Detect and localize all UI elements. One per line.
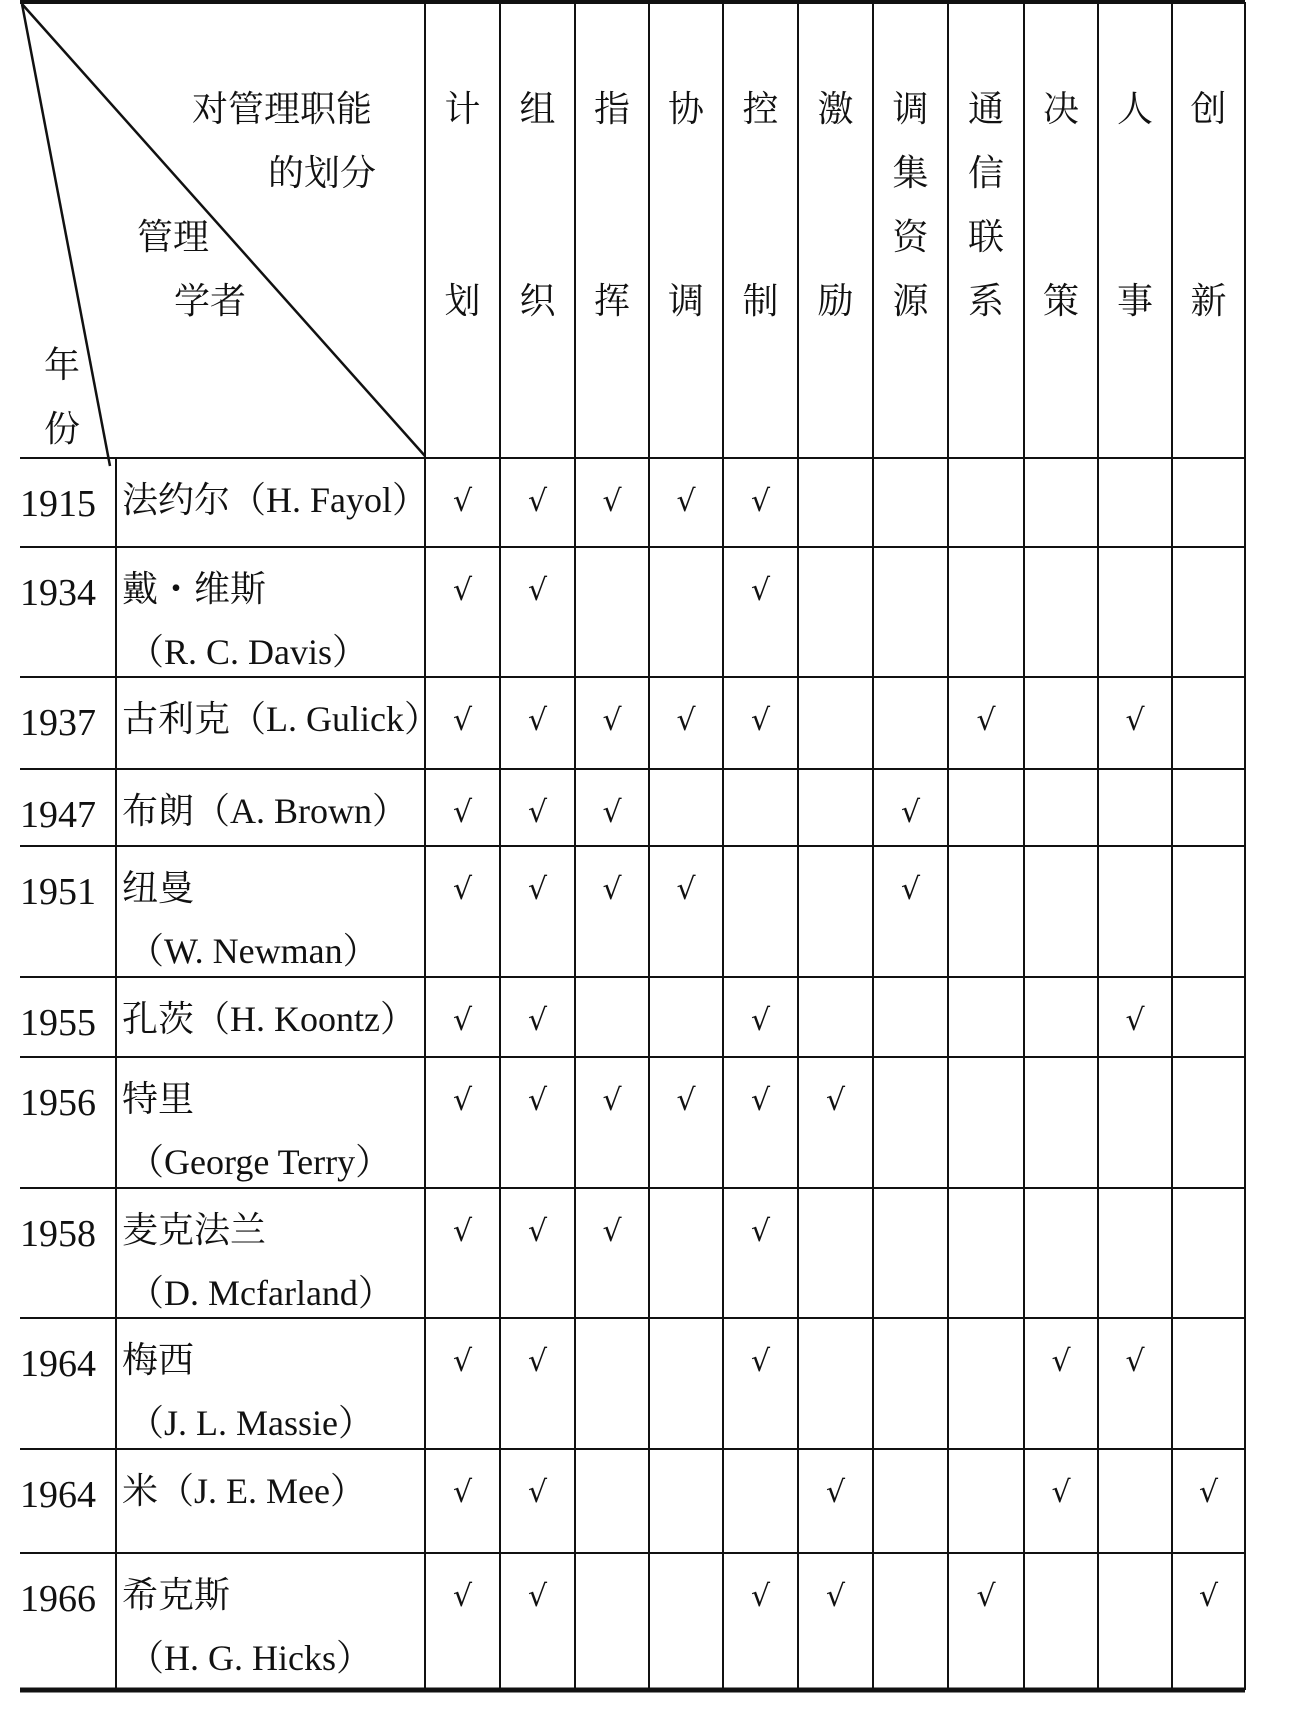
scholar-name: 戴・维斯	[122, 569, 267, 609]
check-mark: √	[527, 1475, 548, 1510]
function-header-char: 制	[742, 281, 779, 322]
check-mark: √	[1125, 1003, 1145, 1038]
function-header-char: 调	[892, 89, 929, 130]
check-mark: √	[1198, 1475, 1219, 1510]
check-mark: √	[676, 872, 696, 907]
corner-header-scholar-line2: 学者	[174, 281, 247, 322]
function-header-char: 事	[1116, 281, 1153, 322]
scholar-name: 孔茨（H. Koontz）	[122, 999, 416, 1039]
year-cell: 1934	[20, 572, 96, 614]
scholar-name: （H. G. Hicks）	[128, 1638, 372, 1678]
check-mark: √	[602, 484, 622, 519]
check-mark: √	[452, 484, 473, 519]
check-mark: √	[750, 573, 771, 608]
check-mark: √	[527, 1344, 548, 1379]
year-cell: 1964	[20, 1474, 96, 1516]
year-cell: 1947	[20, 794, 96, 836]
corner-header-functions-line1: 对管理职能	[192, 89, 373, 130]
corner-header-year-line1: 年	[44, 345, 81, 386]
scholar-name: 米（J. E. Mee）	[122, 1471, 366, 1511]
scholar-name: 梅西	[122, 1340, 195, 1380]
function-header-char: 信	[967, 153, 1004, 194]
scholar-name: 纽曼	[122, 868, 195, 908]
check-mark: √	[527, 573, 548, 608]
check-mark: √	[527, 484, 548, 519]
check-mark: √	[825, 1083, 846, 1118]
check-mark: √	[602, 1083, 622, 1118]
check-mark: √	[750, 484, 771, 519]
function-header-char: 资	[892, 217, 929, 258]
scholar-name: 麦克法兰	[122, 1210, 267, 1250]
check-mark: √	[527, 1579, 548, 1614]
corner-diagonal-year	[22, 4, 110, 466]
check-mark: √	[452, 1083, 473, 1118]
check-mark: √	[825, 1475, 846, 1510]
check-mark: √	[527, 1214, 548, 1249]
function-header-char: 新	[1190, 281, 1227, 322]
scholar-name: 特里	[122, 1079, 195, 1119]
check-mark: √	[527, 1083, 548, 1118]
check-mark: √	[527, 872, 548, 907]
year-cell: 1937	[20, 702, 96, 744]
function-header-char: 挥	[593, 281, 630, 322]
check-mark: √	[1051, 1475, 1071, 1510]
check-mark: √	[825, 1579, 846, 1614]
check-mark: √	[1125, 703, 1145, 738]
year-cell: 1956	[20, 1082, 96, 1124]
year-cell: 1958	[20, 1213, 96, 1255]
function-header-char: 计	[444, 89, 481, 130]
check-mark: √	[602, 703, 622, 738]
check-mark: √	[676, 1083, 696, 1118]
check-mark: √	[1051, 1344, 1071, 1379]
function-header-char: 划	[444, 281, 481, 322]
check-mark: √	[1125, 1344, 1145, 1379]
corner-diagonal-main	[22, 4, 425, 456]
check-mark: √	[452, 1344, 473, 1379]
check-mark: √	[900, 872, 921, 907]
scholar-name: 布朗（A. Brown）	[122, 791, 408, 831]
check-mark: √	[676, 484, 696, 519]
function-header-char: 调	[667, 281, 704, 322]
function-header-char: 决	[1042, 89, 1079, 130]
function-header-char: 策	[1042, 281, 1079, 322]
check-mark: √	[750, 1579, 771, 1614]
scholar-name: （George Terry）	[128, 1142, 392, 1182]
scholar-name: 法约尔（H. Fayol）	[122, 480, 429, 520]
check-mark: √	[976, 1579, 996, 1614]
check-mark: √	[602, 795, 622, 830]
check-mark: √	[750, 1083, 771, 1118]
function-header-char: 织	[519, 281, 556, 322]
function-header-char: 通	[967, 89, 1004, 130]
check-mark: √	[527, 703, 548, 738]
function-header-char: 协	[667, 89, 704, 130]
scholar-name: （R. C. Davis）	[128, 632, 369, 672]
check-mark: √	[527, 1003, 548, 1038]
check-mark: √	[602, 872, 622, 907]
check-mark: √	[452, 795, 473, 830]
year-cell: 1915	[20, 483, 96, 525]
scholar-name: 古利克（L. Gulick）	[122, 699, 440, 739]
corner-header-year-line2: 份	[44, 409, 81, 450]
function-header-char: 激	[817, 89, 854, 130]
check-mark: √	[452, 1003, 473, 1038]
year-cell: 1951	[20, 871, 96, 913]
year-cell: 1964	[20, 1343, 96, 1385]
check-mark: √	[602, 1214, 622, 1249]
function-header-char: 源	[892, 281, 929, 322]
check-mark: √	[452, 872, 473, 907]
function-header-char: 创	[1190, 89, 1227, 130]
check-mark: √	[750, 1214, 771, 1249]
scholar-name: 希克斯	[122, 1575, 231, 1615]
check-mark: √	[676, 703, 696, 738]
check-mark: √	[452, 703, 473, 738]
function-header-char: 人	[1116, 89, 1153, 130]
check-mark: √	[900, 795, 921, 830]
check-mark: √	[452, 573, 473, 608]
function-header-char: 组	[519, 89, 556, 130]
year-cell: 1955	[20, 1002, 96, 1044]
function-header-char: 联	[967, 217, 1004, 258]
scholar-name: （D. Mcfarland）	[128, 1273, 394, 1313]
check-mark: √	[1198, 1579, 1219, 1614]
scholar-name: （W. Newman）	[128, 931, 379, 971]
check-mark: √	[452, 1214, 473, 1249]
function-header-char: 励	[817, 281, 854, 322]
check-mark: √	[976, 703, 996, 738]
corner-header-scholar-line1: 管理	[137, 217, 210, 258]
check-mark: √	[527, 795, 548, 830]
year-cell: 1966	[20, 1578, 96, 1620]
function-header-char: 系	[967, 281, 1004, 322]
function-header-char: 指	[593, 89, 630, 130]
function-header-char: 控	[742, 89, 779, 130]
scholar-name: （J. L. Massie）	[128, 1403, 374, 1443]
check-mark: √	[452, 1579, 473, 1614]
check-mark: √	[750, 703, 771, 738]
check-mark: √	[750, 1003, 771, 1038]
function-header-char: 集	[892, 153, 929, 194]
check-mark: √	[452, 1475, 473, 1510]
check-mark: √	[750, 1344, 771, 1379]
corner-header-functions-line2: 的划分	[268, 153, 377, 194]
